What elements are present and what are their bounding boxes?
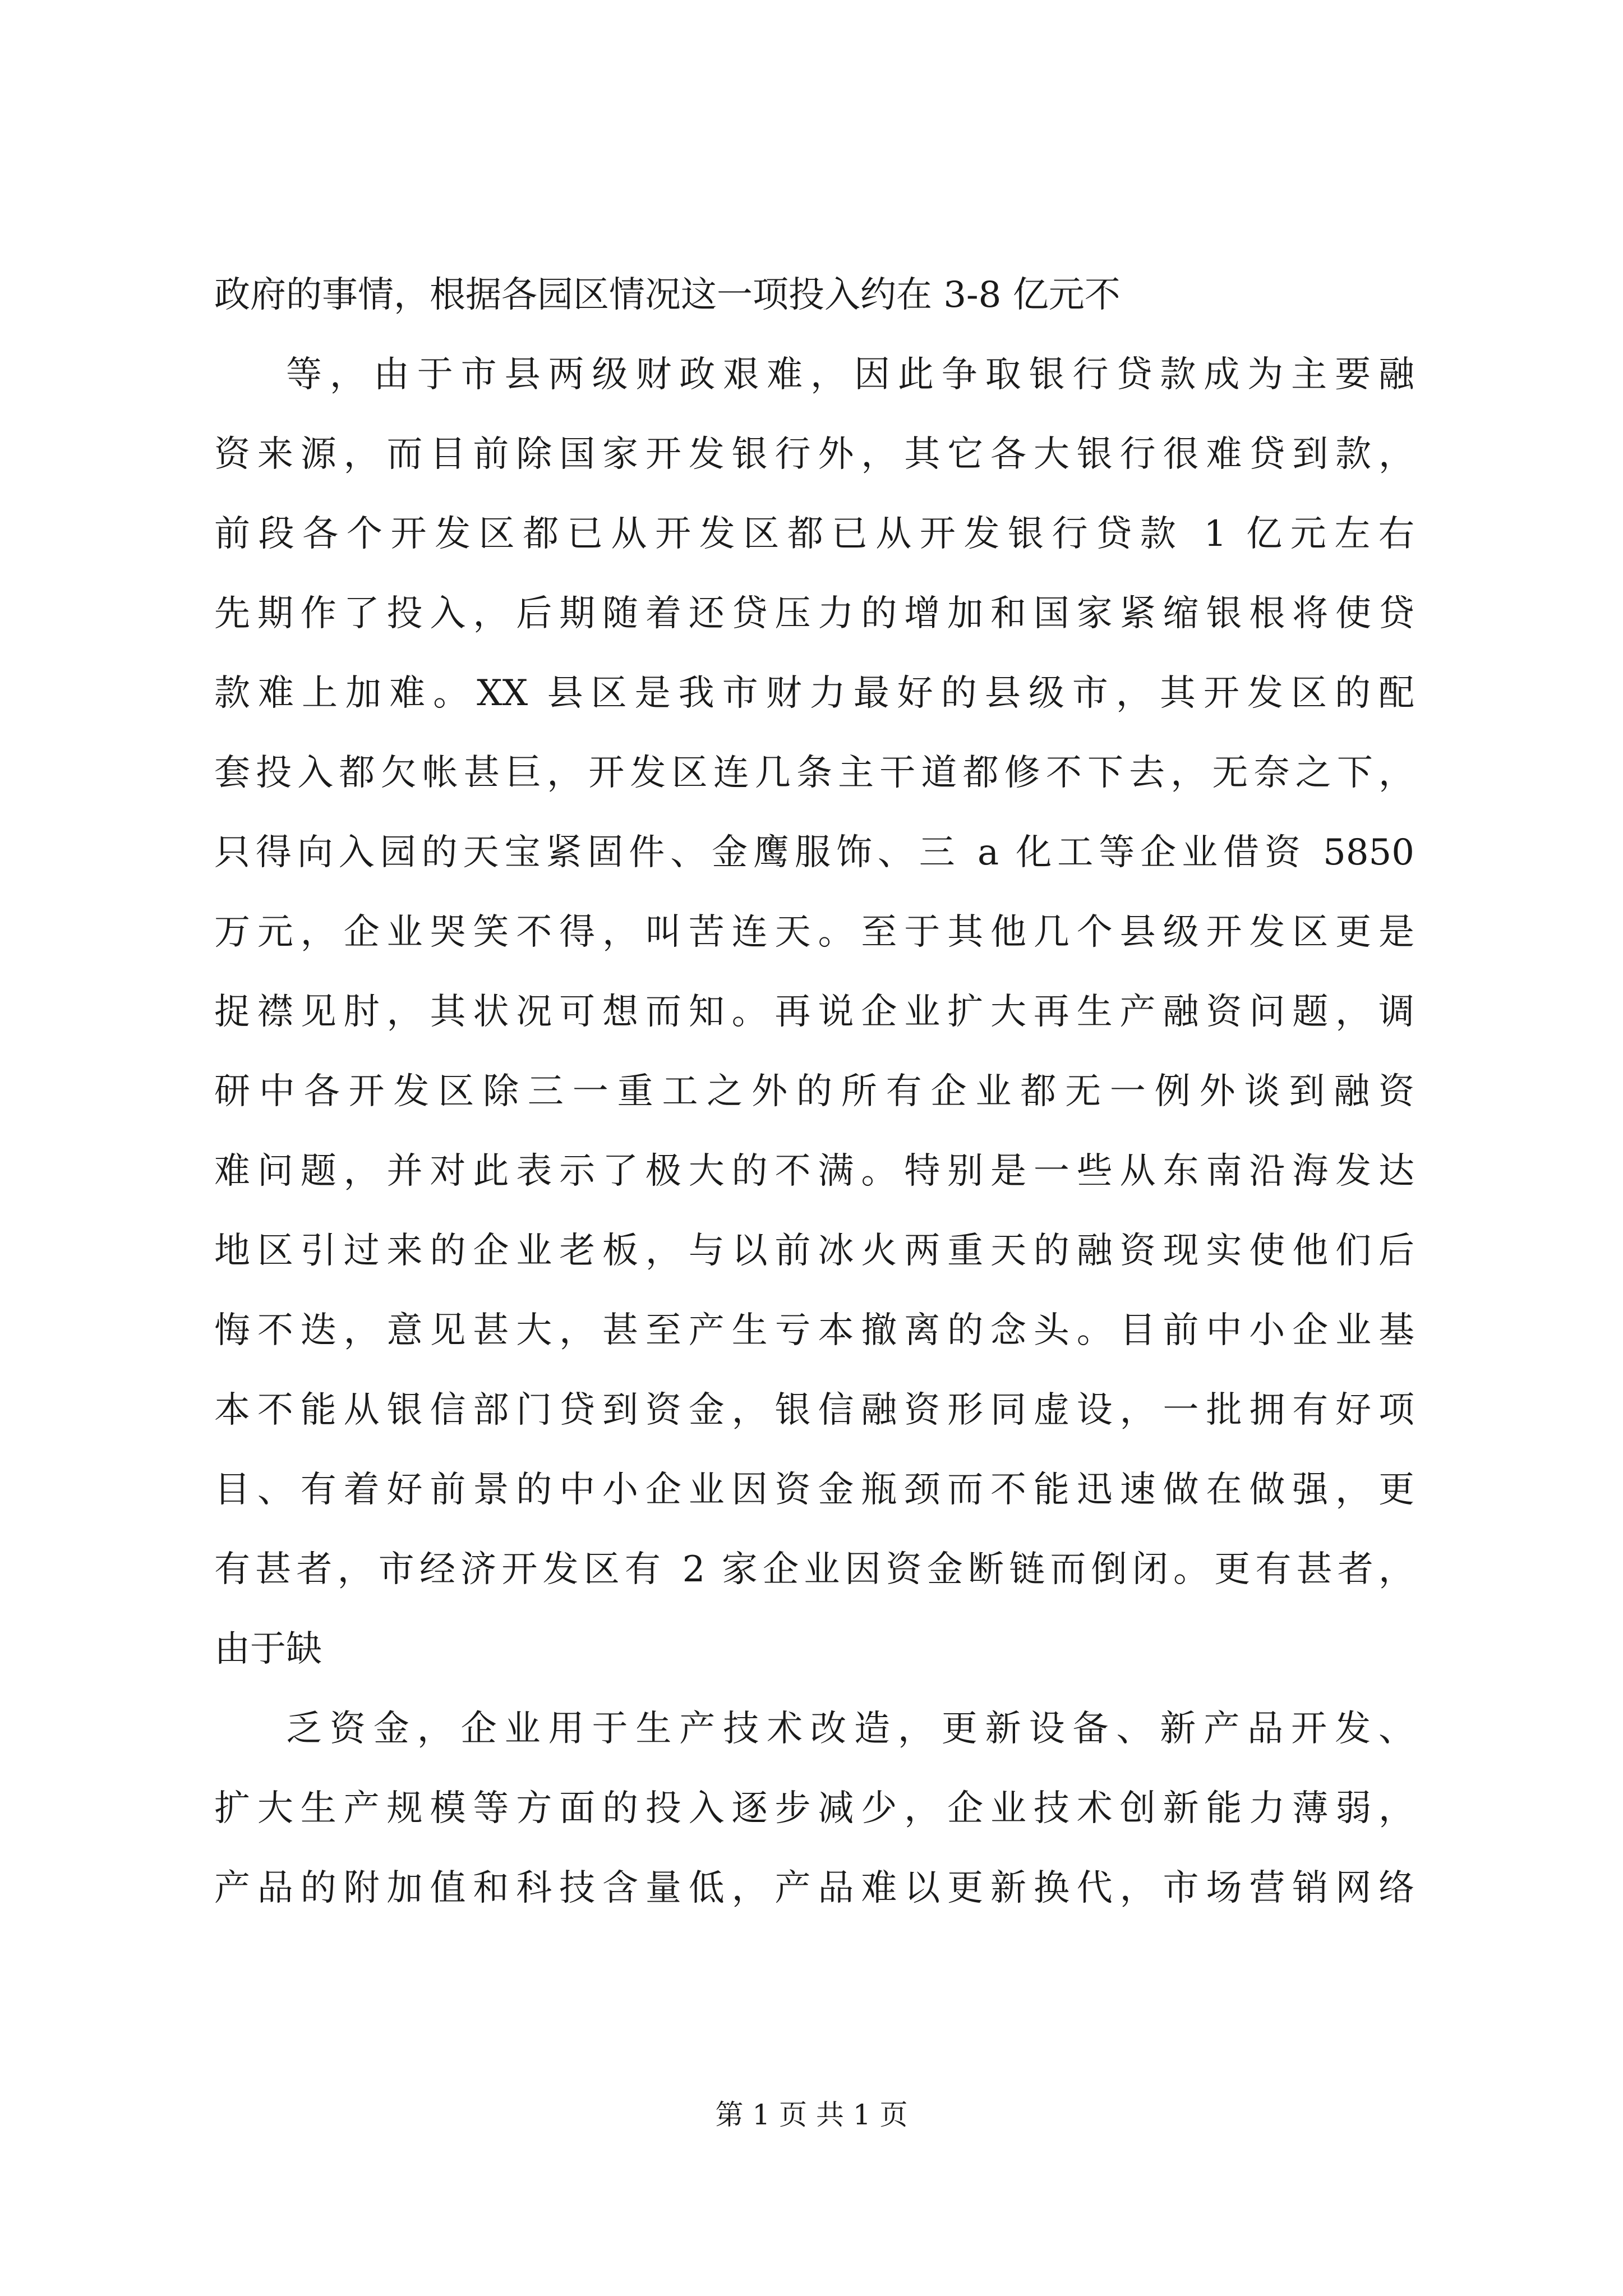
text-line: 政府的事情，根据各园区情况这一项投入约在 3-8 亿元不 bbox=[214, 274, 1121, 316]
page-number-label: 第 1 页 共 1 页 bbox=[715, 2099, 908, 2131]
text-line: 本不能从银信部门贷到资金，银信融资形同虚设，一批拥有好项 bbox=[214, 1389, 1414, 1431]
text-line: 地区引过来的企业老板，与以前冰火两重天的融资现实使他们后 bbox=[214, 1230, 1414, 1272]
text-line: 先期作了投入，后期随着还贷压力的增加和国家紧缩银根将使贷 bbox=[214, 593, 1414, 634]
text-line: 款难上加难。XX 县区是我市财力最好的县级市，其开发区的配 bbox=[214, 673, 1414, 714]
text-line: 乏资金，企业用于生产技术改造，更新设备、新产品开发、 bbox=[286, 1708, 1414, 1750]
text-line: 难问题，并对此表示了极大的不满。特别是一些从东南沿海发达 bbox=[214, 1151, 1414, 1192]
text-line: 有甚者，市经济开发区有 2 家企业因资金断链而倒闭。更有甚者， bbox=[214, 1549, 1414, 1590]
text-line: 产品的附加值和科技含量低，产品难以更新换代，市场营销网络 bbox=[214, 1867, 1414, 1909]
text-line: 资来源，而目前除国家开发银行外，其它各大银行很难贷到款， bbox=[214, 434, 1414, 475]
page-footer bbox=[0, 2095, 1623, 2134]
text-line: 套投入都欠帐甚巨，开发区连几条主干道都修不下去，无奈之下， bbox=[214, 752, 1414, 794]
text-line: 由于缺 bbox=[214, 1628, 322, 1670]
text-line: 悔不迭，意见甚大，甚至产生亏本撤离的念头。目前中小企业基 bbox=[214, 1310, 1414, 1351]
text-line: 万元，企业哭笑不得，叫苦连天。至于其他几个县级开发区更是 bbox=[214, 912, 1414, 953]
text-line: 研中各开发区除三一重工之外的所有企业都无一例外谈到融资 bbox=[214, 1071, 1414, 1112]
text-line: 捉襟见肘，其状况可想而知。再说企业扩大再生产融资问题，调 bbox=[214, 991, 1414, 1033]
text-line: 等，由于市县两级财政艰难，因此争取银行贷款成为主要融 bbox=[286, 354, 1414, 395]
text-line: 只得向入园的天宝紧固件、金鹰服饰、三 a 化工等企业借资 5850 bbox=[214, 832, 1414, 873]
text-line: 目、有着好前景的中小企业因资金瓶颈而不能迅速做在做强，更 bbox=[214, 1469, 1414, 1511]
body-text bbox=[214, 255, 1414, 1928]
text-line: 扩大生产规模等方面的投入逐步减少，企业技术创新能力薄弱， bbox=[214, 1788, 1414, 1829]
text-line: 前段各个开发区都已从开发区都已从开发银行贷款 1 亿元左右 bbox=[214, 513, 1414, 555]
